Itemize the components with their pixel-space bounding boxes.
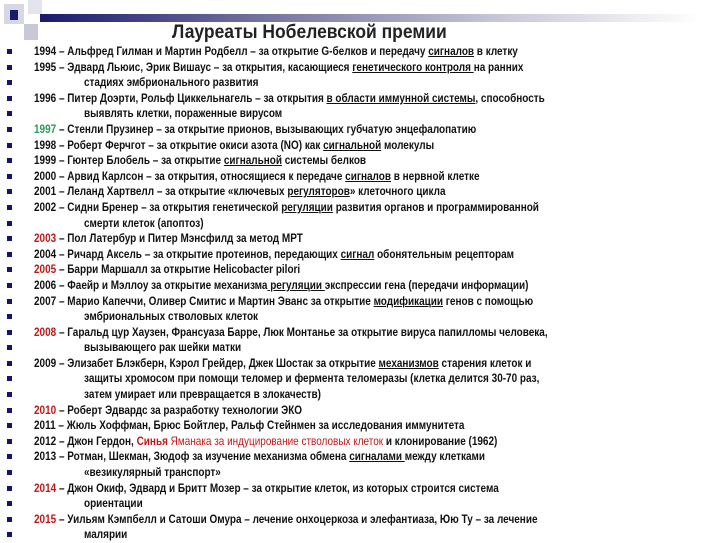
bullet-icon [7,486,12,491]
list-item-text [34,138,434,153]
list-item [0,138,720,154]
text-segment: 2004 – Ричард Аксель – за открытие протеинов, передающих [34,247,341,261]
text-segment: 1994 – Альфред Гилман и Мартин Родбелл – за открытие G-белков и передачу [34,45,429,58]
list-item [0,262,720,278]
list-item [0,169,720,185]
list-item [0,465,720,481]
list-item-text [34,91,545,106]
bullet-icon [7,330,12,335]
bullet-icon [7,80,12,85]
list-item [0,122,720,138]
bullet-icon [7,299,12,304]
text-segment: малярии [84,528,128,542]
text-segment: обонятельным рецепторам [374,247,515,261]
list-item [0,512,720,528]
list-item-text [34,434,497,449]
list-item [0,247,720,263]
bullet-icon [7,454,12,459]
highlighted-text: 1997 [34,122,57,136]
list-item [0,200,720,216]
text-segment: генов с помощью [443,294,534,308]
list-item [0,403,720,419]
list-item-text [34,278,528,293]
header-decoration-bar [40,14,700,22]
list-item [0,216,720,232]
slide-title: Лауреаты Нобелевской премии [172,22,447,43]
bullet-icon [7,174,12,179]
text-segment: стадиях эмбрионального развития [84,76,259,90]
list-item-text [84,387,321,402]
bullet-icon [7,408,12,413]
bullet-icon [7,205,12,210]
highlighted-text: 2005 [34,263,57,277]
bullet-icon [7,532,12,537]
text-segment: системы белков [281,154,367,168]
underlined-term: регуляции [281,200,333,214]
text-segment: 2011 – Жюль Хоффман, Брюс Бойтлер, Ральф Стейнмен за исследования иммунитета [34,419,465,433]
list-item [0,153,720,169]
list-item [0,106,720,122]
text-segment: 2012 – Джон Гердон, [34,434,137,448]
text-segment: , способность [475,91,545,105]
text-segment: – Барри Маршалл за открытие Helicobacter pilori [56,263,301,277]
text-segment: ориентации [84,497,143,511]
bullet-icon [7,221,12,226]
list-item [0,527,720,543]
text-segment: затем умирает или превращается в злокачеств) [84,388,321,402]
text-segment: вызывающего рак шейки матки [84,341,242,355]
list-item [0,340,720,356]
header-decoration-square [28,0,42,14]
highlighted-text: 2010 [34,403,57,417]
bullet-icon [7,345,12,350]
list-item-text [84,527,127,542]
text-segment: в нервной клетке [390,169,480,183]
bullet-icon [7,501,12,506]
underlined-term: сигнальной [323,138,382,152]
text-segment: – Джон Окиф, Эдвард и Бритт Мозер – за открытие клеток, из которых строится система [56,481,499,495]
bullet-icon [7,314,12,319]
text-segment: 2006 – Фаейр и Мэллоу за открытие механизма [34,278,268,292]
bullet-icon [7,127,12,132]
list-item [0,481,720,497]
bullet-icon [7,49,12,54]
bullet-icon [7,189,12,194]
bullet-icon [7,392,12,397]
text-segment: 2009 – Элизабет Блэкберн, Кэрол Грейдер, Джек Шостак за открытие [34,356,379,370]
text-segment: – Пол Латербур и Питер Мэнсфилд за метод МРТ [56,232,303,246]
text-segment: 2001 – Леланд Хартвелл – за открытие «ключевых [34,185,288,199]
bullet-icon [7,517,12,522]
text-segment: «везикулярный транспорт» [84,466,221,480]
text-segment: и клонирование (1962) [383,434,498,448]
list-item [0,75,720,91]
bullet-icon [7,376,12,381]
bullet-icon [7,143,12,148]
list-item [0,278,720,294]
highlighted-text: 2008 [34,325,57,339]
list-item [0,44,720,60]
text-segment: » клеточного цикла [349,185,446,199]
bullet-icon [7,439,12,444]
text-segment: в клетку [474,45,518,58]
bullet-icon [7,65,12,70]
text-segment: 2007 – Марио Капеччи, Оливер Смитис и Мартин Эванс за открытие [34,294,374,308]
list-item-text [84,216,204,231]
list-item [0,60,720,76]
text-segment: – Стенли Прузинер – за открытие прионов, вызывающих губчатую энцефалопатию [56,122,477,136]
text-segment: 1996 – Питер Доэрти, Рольф Циккельнагель – за открытия [34,91,327,105]
list-item [0,184,720,200]
text-segment: на ранних [473,60,524,74]
list-item-text [84,340,241,355]
list-item-text [34,449,485,464]
list-item-text [34,200,539,215]
list-item-text [34,512,538,527]
list-item-text [34,403,302,418]
list-item [0,309,720,325]
list-item [0,449,720,465]
text-segment: развития органов и программированной [332,200,539,214]
bullet-icon [7,158,12,163]
list-item-text [34,325,548,340]
text-segment: 2000 – Арвид Карлсон – за открытия, относящиеся к передаче [34,169,346,183]
text-segment: – Роберт Эдвардс за разработку технологии ЭКО [56,403,303,417]
bullet-icon [7,267,12,272]
list-item-text [34,294,533,309]
underlined-term: генетического контроля [352,60,474,74]
highlighted-text: Яманака за индуцирование стволовых клеток [167,434,384,448]
bullet-icon [7,96,12,101]
list-item [0,387,720,403]
header-decoration-square [10,10,18,20]
text-segment: 1999 – Гюнтер Блобель – за открытие [34,154,224,168]
list-item [0,294,720,310]
list-item-text [84,371,539,386]
underlined-term: сигналов [345,169,391,183]
text-segment: смерти клеток (апоптоз) [84,216,204,230]
list-item [0,496,720,512]
list-item-text [84,496,143,511]
text-segment: между клетками [404,450,486,464]
list-item-text [34,60,523,75]
bullet-icon [7,361,12,366]
text-segment: старения клеток и [438,356,532,370]
list-item-text [34,44,518,59]
list-item [0,356,720,372]
text-segment: защиты хромосом при помощи теломер и фермента теломеразы (клетка делится 30-70 раз, [84,372,540,386]
list-item [0,371,720,387]
text-segment: 1995 – Эдвард Льюис, Эрик Вишаус – за открытия, касающиеся [34,60,353,74]
bullet-icon [7,423,12,428]
list-item [0,231,720,247]
list-item-text [84,309,258,324]
bullet-icon [7,252,12,257]
list-item-text [34,153,366,168]
list-item-text [84,465,221,480]
list-item [0,91,720,107]
bullet-icon [7,236,12,241]
list-item-text [84,75,258,90]
text-segment: выявлять клетки, пораженные вирусом [84,107,283,121]
list-item-text [34,418,464,433]
list-item [0,418,720,434]
list-item-text [34,169,480,184]
list-item-text [34,122,476,137]
bullet-icon [7,470,12,475]
underlined-term: сигналов [428,45,475,58]
underlined-term: механизмов [378,356,439,370]
highlighted-text: 2015 [34,512,57,526]
underlined-term: модификации [373,294,444,308]
underlined-term: сигнальной [223,154,282,168]
list-item [0,325,720,341]
list-item-text [84,106,282,121]
text-segment: эмбриональных стволовых клеток [84,310,259,324]
list-item-text [34,231,303,246]
list-item-text [34,262,300,277]
header-decoration-square [24,24,38,40]
list-item-text [34,184,446,199]
highlighted-text: 2003 [34,232,57,246]
underlined-term: в области иммунной системы [326,91,476,105]
underlined-term: сигнал [340,247,375,261]
highlighted-text: Синья [136,434,168,448]
underlined-term: сигналами [349,450,405,464]
text-segment: 2013 – Ротман, Шекман, Зюдоф за изучение механизма обмена [34,450,350,464]
list-item [0,434,720,450]
text-segment: – Гаральд цур Хаузен, Франсуаза Барре, Люк Монтанье за открытие вируса папилломы человека, [56,325,548,339]
list-item-text [34,247,514,262]
text-segment: молекулы [381,138,435,152]
text-segment: 2002 – Сидни Бренер – за открытия генетической [34,200,282,214]
text-segment: экспрессии гена (передачи информации) [324,278,529,292]
list-item-text [34,356,531,371]
bullet-icon [7,111,12,116]
text-segment: – Уильям Кэмпбелл и Сатоши Омура – лечение онхоцеркоза и элефантиаза, Юю Ту – за лечение [56,512,538,526]
underlined-term: регуляции [267,278,325,292]
bullet-icon [7,283,12,288]
list-item-text [34,481,499,496]
text-segment: 1998 – Роберт Ферчгот – за открытие окиси азота (NO) как [34,138,324,152]
laureates-list [0,44,720,543]
underlined-term: регуляторов [287,185,350,199]
highlighted-text: 2014 [34,481,57,495]
